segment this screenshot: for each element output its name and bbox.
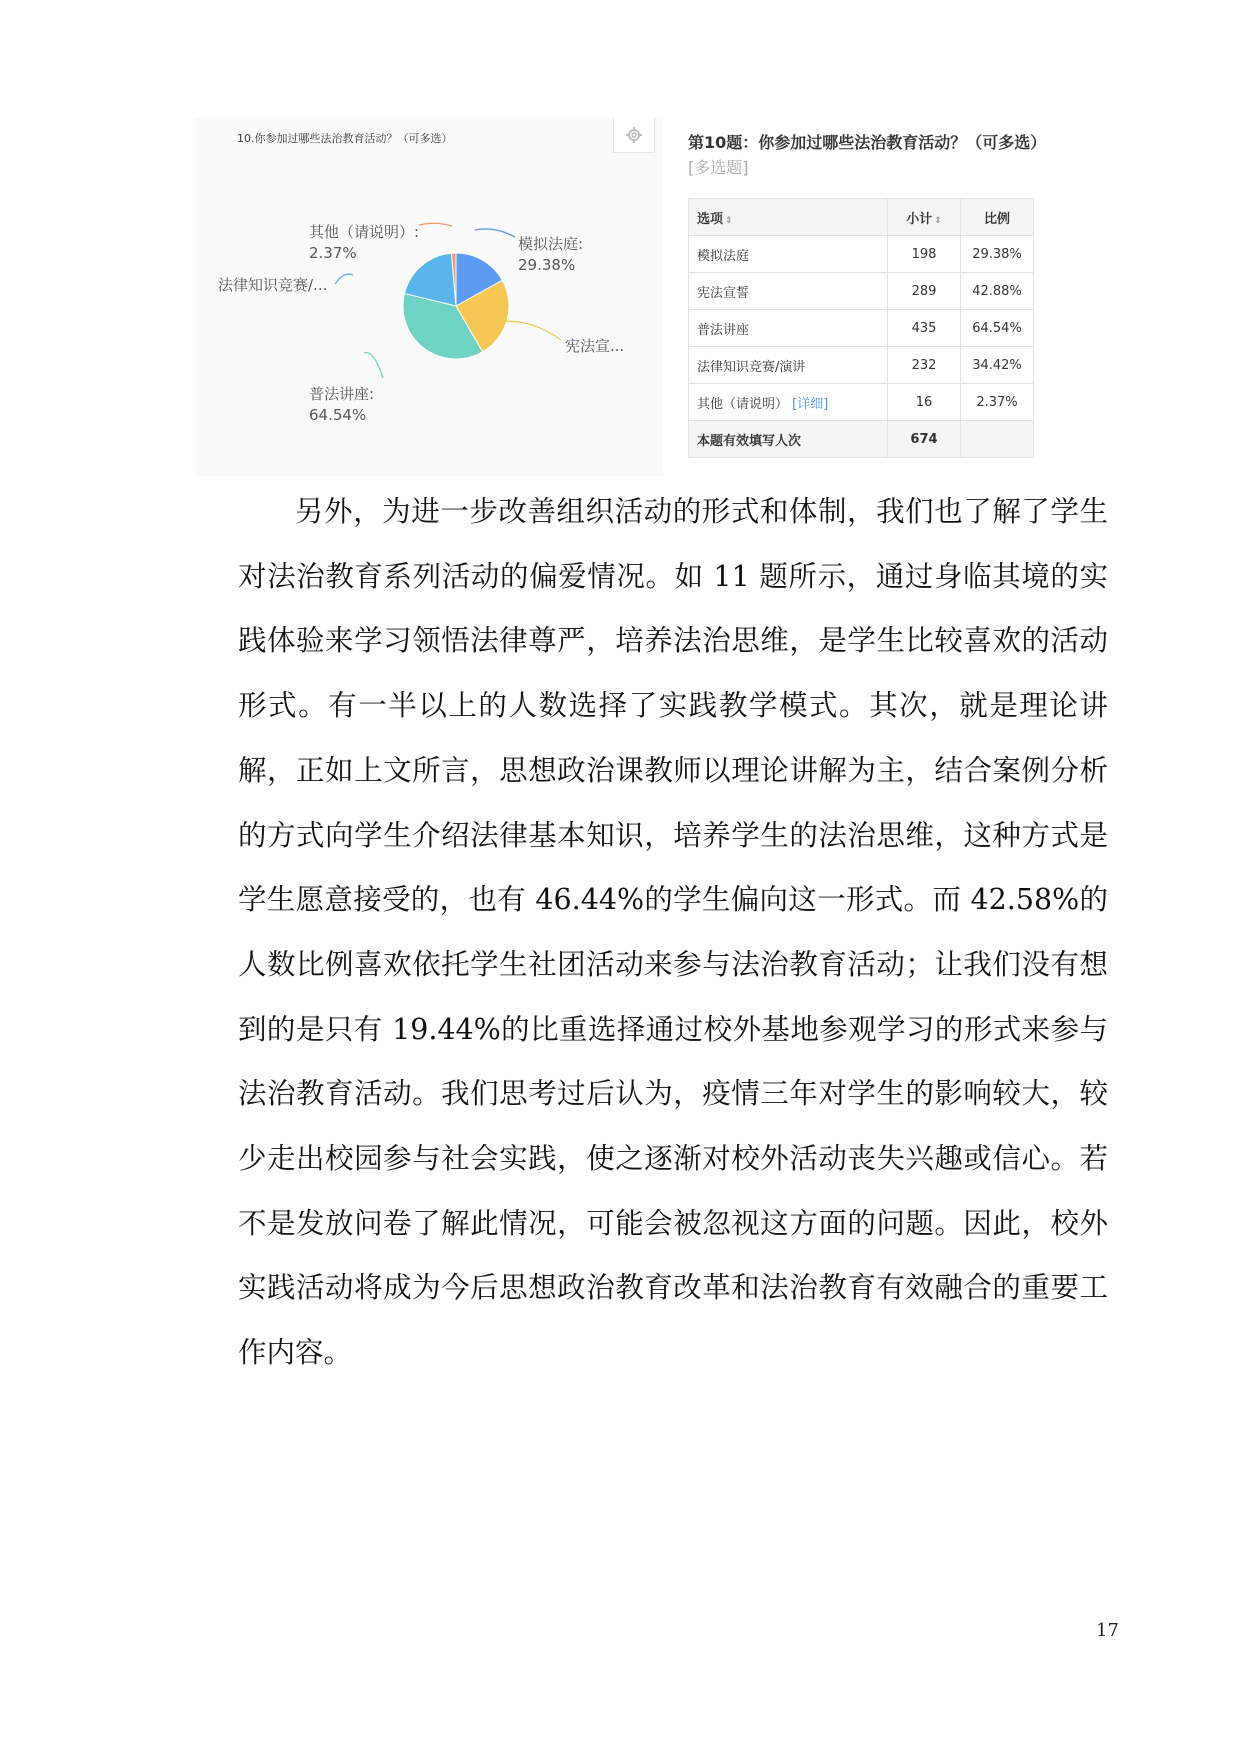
- count-cell: 16: [888, 384, 961, 421]
- page-number: 17: [1096, 1620, 1119, 1641]
- ratio-cell: 29.38%: [961, 236, 1034, 273]
- body-text: [238, 480, 1108, 1386]
- option-cell: [689, 384, 888, 421]
- sort-icon: ⇕: [934, 215, 942, 226]
- table-row: [689, 310, 1034, 347]
- ratio-cell: 42.88%: [961, 273, 1034, 310]
- ratio-cell: 64.54%: [961, 310, 1034, 347]
- leader-line: [500, 321, 561, 340]
- chart-title: 10.你参加过哪些法治教育活动？（可多选）: [237, 132, 453, 145]
- label-other-name: 其他（请说明）:: [309, 223, 420, 241]
- count-cell: 198: [888, 236, 961, 273]
- stats-table: [688, 198, 1034, 458]
- label-moot-court-name: 模拟法庭:: [518, 235, 584, 253]
- question-text: 第10题：你参加过哪些法治教育活动？（可多选）: [688, 133, 1047, 152]
- column-header-option[interactable]: 选项 ⇕: [689, 199, 888, 236]
- stats-panel: [688, 130, 1058, 449]
- body-paragraph: 另外，为进一步改善组织活动的形式和体制，我们也了解了学生对法治教育系列活动的偏爱情况。如 11 题所示，通过身临其境的实践体验来学习领悟法律尊严，培养法治思维，是学生比较喜欢的活动形式。有一半以上的人数选择了实践教学模式。其次，就是理论讲解，正如上文所言，思想政治课教师以理论讲解为主，结合案例分析的方式向学生介绍法律基本知识，培养学生的法治思维，这种方式是学生愿意接受的，也有 46.44%的学生偏向这一形式。而 42.58%的人数比例喜欢依托学生社团活动来参与法治教育活动；让我们没有想到的是只有 19.44%的比重选择通过校外基地参观学习的形式来参与法治教育活动。我们思考过后认为，疫情三年对学生的影响较大，较少走出校园参与社会实践，使之逐渐对校外活动丧失兴趣或信心。若不是发放问卷了解此情况，可能会被忽视这方面的问题。因此，校外实践活动将成为今后思想政治教育改革和法治教育有效融合的重要工作内容。: [238, 495, 1108, 1370]
- option-cell: 普法讲座: [689, 310, 888, 347]
- option-cell: 模拟法庭: [689, 236, 888, 273]
- table-header-row: [689, 199, 1034, 236]
- table-row: [689, 273, 1034, 310]
- leader-line: [335, 274, 353, 284]
- question-type-tag: [多选题]: [688, 158, 749, 177]
- label-lecture: [309, 384, 374, 426]
- table-total-row: [689, 421, 1034, 458]
- label-lecture-name: 普法讲座:: [309, 385, 375, 403]
- count-cell: 435: [888, 310, 961, 347]
- sort-icon: ⇕: [725, 215, 733, 226]
- question-title: [688, 130, 1048, 180]
- label-lecture-value: 64.54%: [309, 406, 367, 424]
- table-row: [689, 384, 1034, 421]
- count-cell: 289: [888, 273, 961, 310]
- ratio-cell: 34.42%: [961, 347, 1034, 384]
- total-count: 674: [888, 421, 961, 458]
- pie-chart: [195, 118, 663, 476]
- label-moot-court: [518, 234, 583, 276]
- survey-figure: [0, 0, 1240, 480]
- table-row: [689, 347, 1034, 384]
- label-moot-court-value: 29.38%: [518, 256, 576, 274]
- ratio-cell: 2.37%: [961, 384, 1034, 421]
- detail-link[interactable]: [详细]: [792, 396, 829, 412]
- column-header-ratio: 比例: [961, 199, 1034, 236]
- column-header-count[interactable]: 小计 ⇕: [888, 199, 961, 236]
- label-other-value: 2.37%: [309, 244, 357, 262]
- label-other: [309, 222, 419, 264]
- leader-line: [364, 353, 383, 378]
- count-cell: 232: [888, 347, 961, 384]
- leader-line: [475, 229, 515, 237]
- leader-line: [419, 223, 452, 226]
- total-label: 本题有效填写人次: [689, 421, 888, 458]
- option-text: 其他（请说明）: [697, 396, 789, 412]
- label-competition: 法律知识竞赛/...: [218, 276, 328, 294]
- total-empty-cell: [961, 421, 1034, 458]
- table-row: [689, 236, 1034, 273]
- label-oath: 宪法宣...: [565, 337, 625, 355]
- pie-chart-panel: [195, 118, 663, 476]
- option-cell: 宪法宣誓: [689, 273, 888, 310]
- option-cell: 法律知识竞赛/演讲: [689, 347, 888, 384]
